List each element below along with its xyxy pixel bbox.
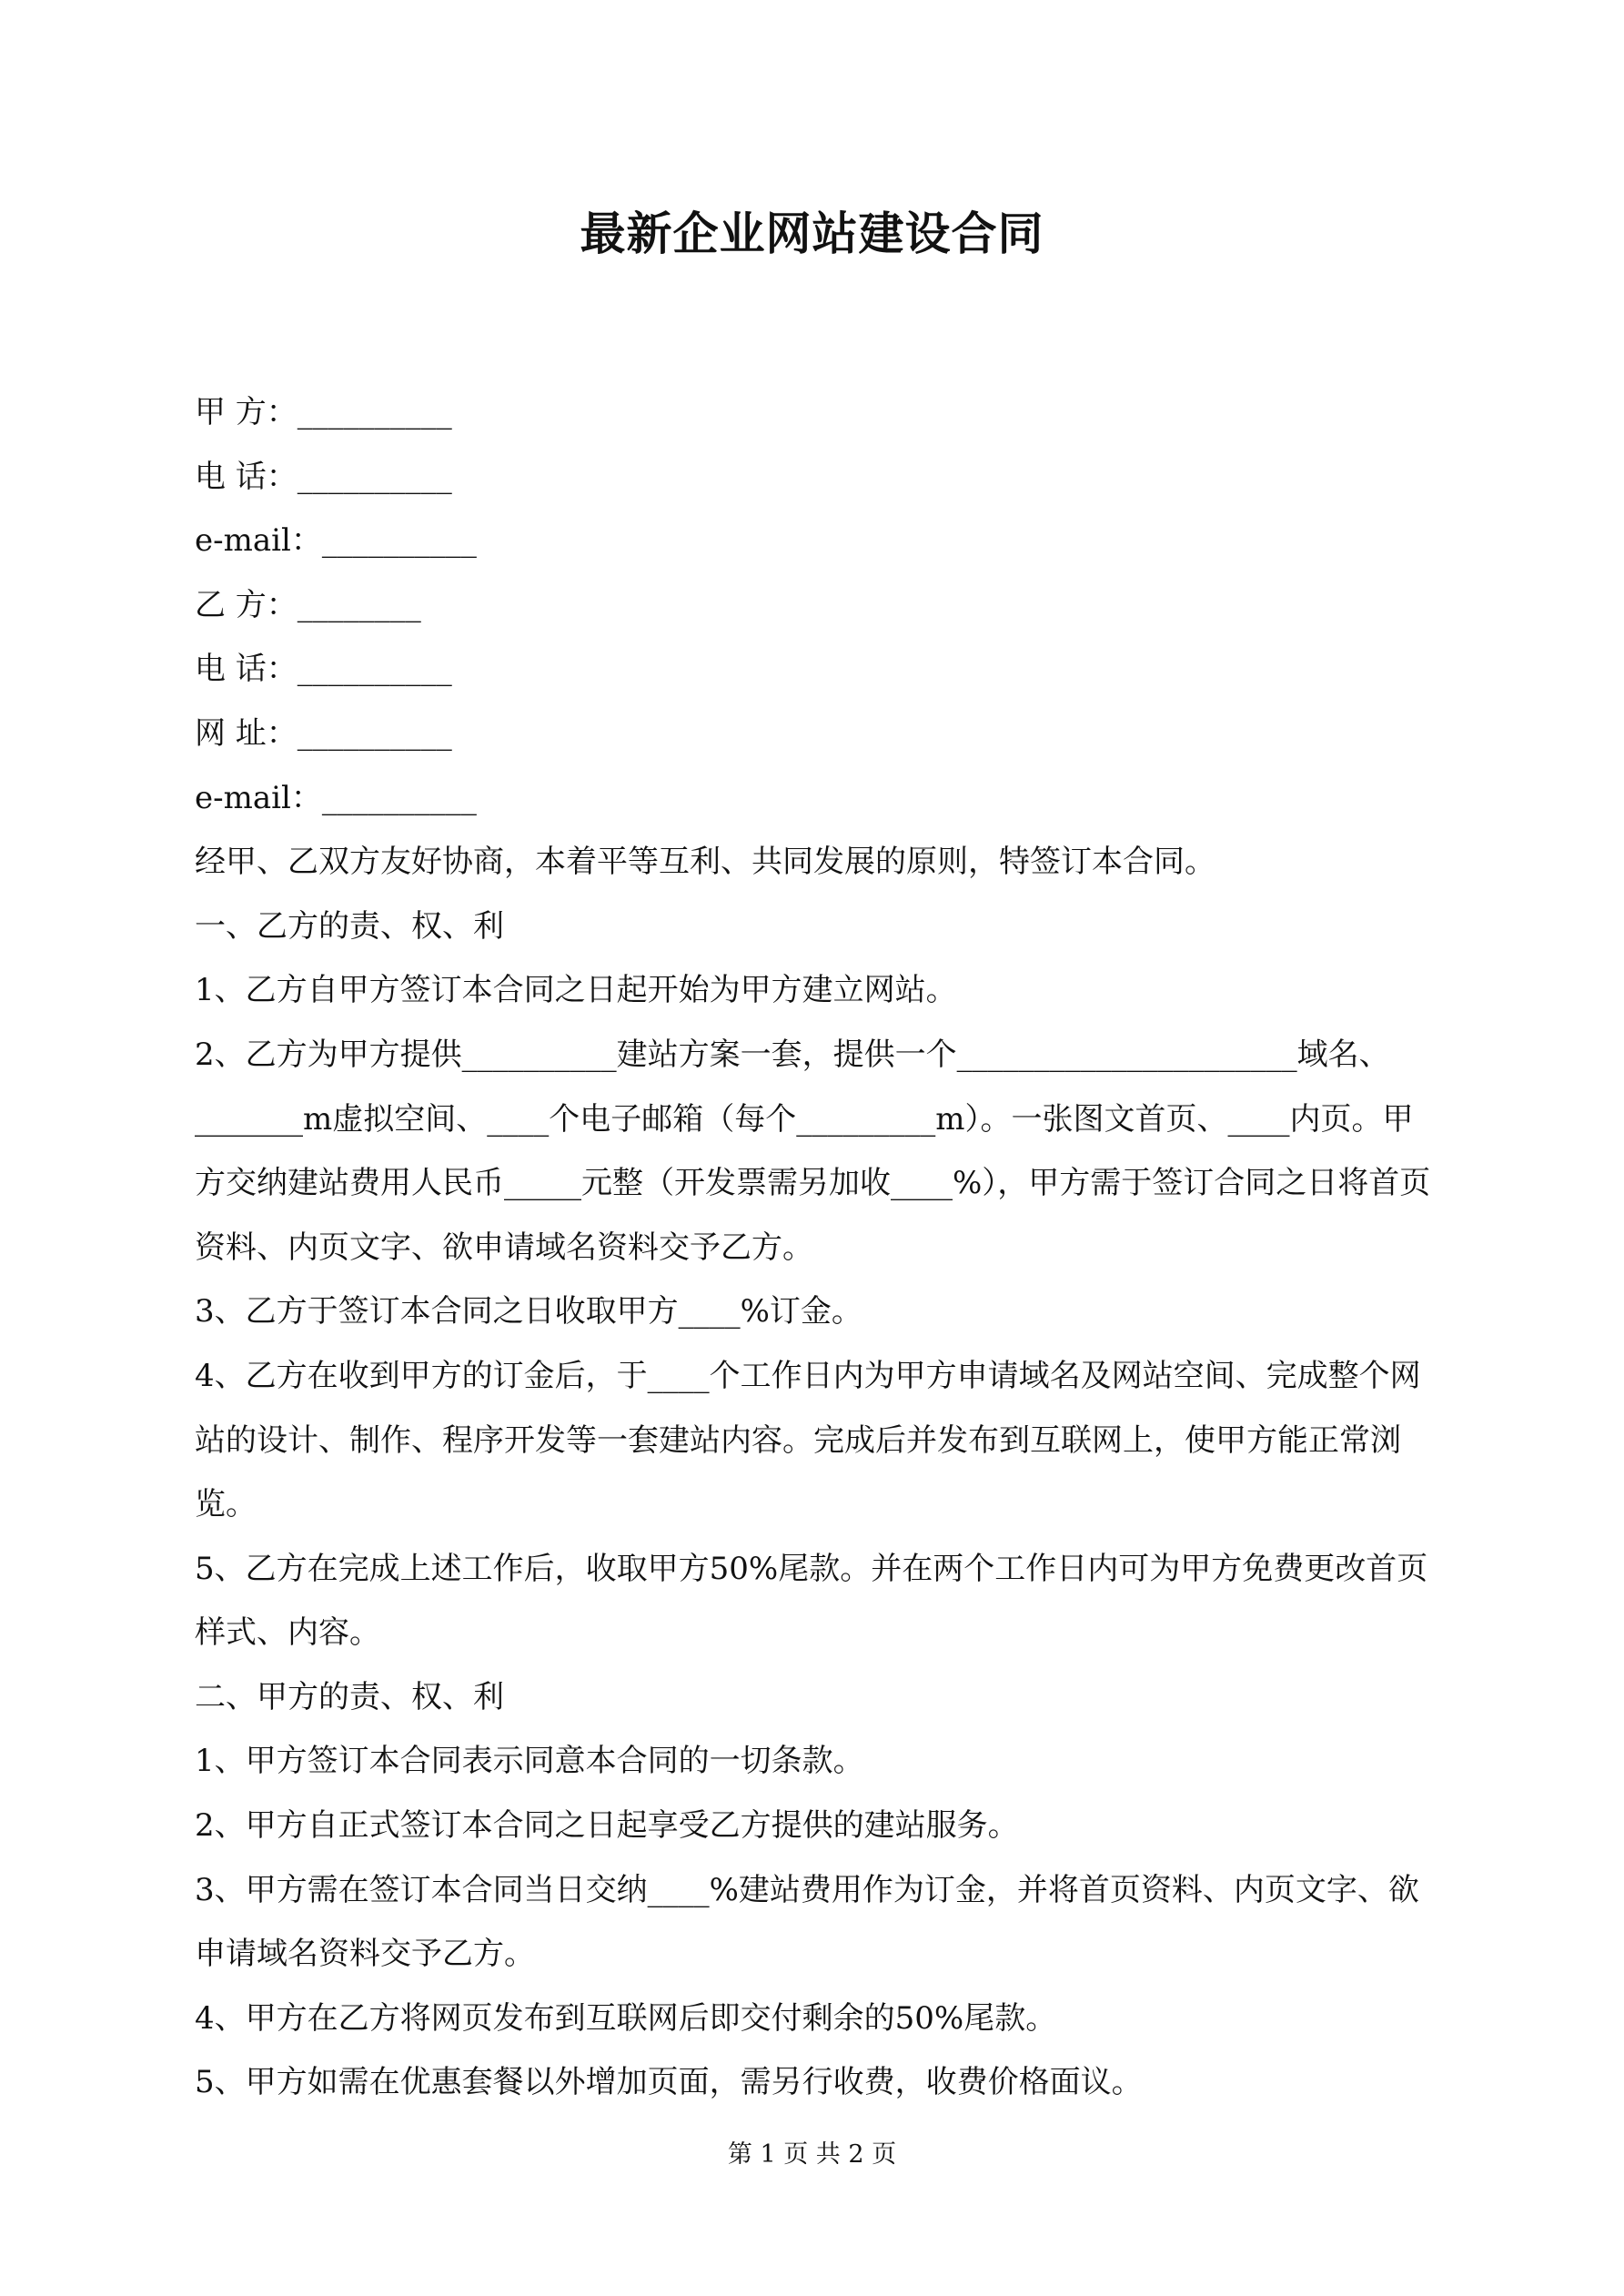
clause-a-3: 3、甲方需在签订本合同当日交纳____%建站费用作为订金，并将首页资料、内页文字、欲申请域名资料交予乙方。 — [195, 1871, 1419, 1973]
document-title: 最新企业网站建设合同 — [580, 207, 1044, 260]
field-party-b: 乙 方：________ — [195, 586, 421, 623]
clause-b-3: 3、乙方于签订本合同之日收取甲方____%订金。 — [195, 1293, 862, 1330]
field-party-a: 甲 方：__________ — [195, 394, 452, 430]
clause-b-5: 5、乙方在完成上述工作后，收取甲方50%尾款。并在两个工作日内可为甲方免费更改首页样式、内容。 — [195, 1550, 1428, 1652]
section-heading-party-a: 二、甲方的责、权、利 — [195, 1678, 504, 1715]
clause-a-4: 4、甲方在乙方将网页发布到互联网后即交付剩余的50%尾款。 — [195, 1999, 1057, 2037]
field-party-b-phone: 电 话：__________ — [195, 651, 452, 688]
clause-b-4: 4、乙方在收到甲方的订金后，于____个工作日内为甲方申请域名及网站空间、完成整个网站的设计、制作、程序开发等一套建站内容。完成后并发布到互联网上，使甲方能正常浏览。 — [195, 1357, 1421, 1523]
clause-a-1: 1、甲方签订本合同表示同意本合同的一切条款。 — [195, 1743, 864, 1780]
clause-b-1: 1、乙方自甲方签订本合同之日起开始为甲方建立网站。 — [195, 972, 957, 1009]
field-party-b-website: 网 址：__________ — [195, 714, 452, 752]
clause-a-2: 2、甲方自正式签订本合同之日起享受乙方提供的建站服务。 — [195, 1807, 1019, 1845]
section-heading-party-b: 一、乙方的责、权、利 — [195, 907, 504, 945]
field-party-a-phone: 电 话：__________ — [195, 458, 452, 495]
field-party-b-email: e-mail：__________ — [195, 779, 477, 816]
document-body — [195, 380, 1441, 2115]
clause-b-2: 2、乙方为甲方提供__________建站方案一套，提供一个______________________域名、_______m虚拟空间、____个电子邮箱（每个_________m）。一张图文首页、____内页。甲方交纳建站费用人民币_____元整（开发票需另加收____%），甲方需于签订合同之日将首页资料、内页文字、欲申请域名资料交予乙方。 — [195, 1036, 1431, 1266]
intro-paragraph: 经甲、乙双方友好协商，本着平等互利、共同发展的原则，特签订本合同。 — [195, 844, 1215, 881]
page-number-footer: 第 1 页 共 2 页 — [727, 2140, 897, 2169]
field-party-a-email: e-mail：__________ — [195, 522, 477, 560]
clause-a-5: 5、甲方如需在优惠套餐以外增加页面，需另行收费，收费价格面议。 — [195, 2064, 1143, 2101]
